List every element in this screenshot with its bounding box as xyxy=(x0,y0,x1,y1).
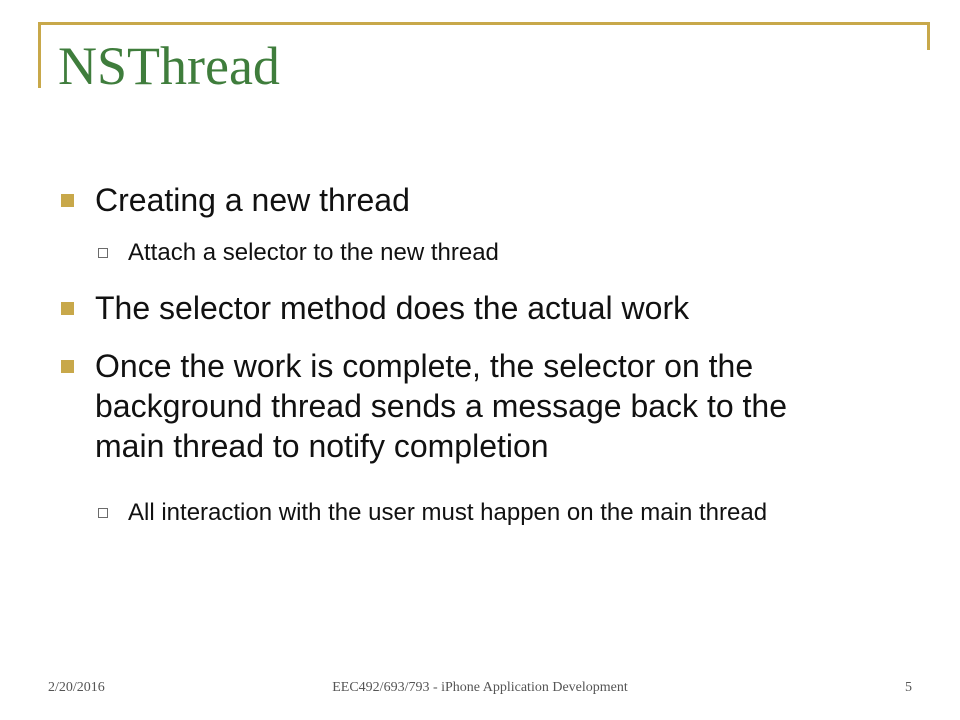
bullet-item xyxy=(95,180,885,220)
hollow-square-bullet-icon xyxy=(98,508,108,518)
sub-bullet-text: All interaction with the user must happen on the main thread xyxy=(128,499,768,526)
square-bullet-icon xyxy=(61,194,74,207)
sub-bullet-item xyxy=(128,238,888,268)
hollow-square-bullet-icon xyxy=(98,248,108,258)
bullet-item xyxy=(95,288,885,328)
bullet-text: The selector method does the actual work xyxy=(95,290,690,326)
square-bullet-icon xyxy=(61,360,74,373)
footer-page-number: 5 xyxy=(905,680,912,695)
slide-title: NSThread xyxy=(58,36,280,96)
bullet-text: Creating a new thread xyxy=(95,182,410,218)
sub-bullet-text: Attach a selector to the new thread xyxy=(128,239,499,266)
footer-date: 2/20/2016 xyxy=(48,680,105,695)
bullet-item xyxy=(95,346,865,466)
sub-bullet-item xyxy=(128,498,868,528)
bullet-text: Once the work is complete, the selector on the background thread sends a message back to the main thread to notify completion xyxy=(95,348,787,464)
square-bullet-icon xyxy=(61,302,74,315)
footer-course: EEC492/693/793 - iPhone Application Development xyxy=(332,680,628,695)
